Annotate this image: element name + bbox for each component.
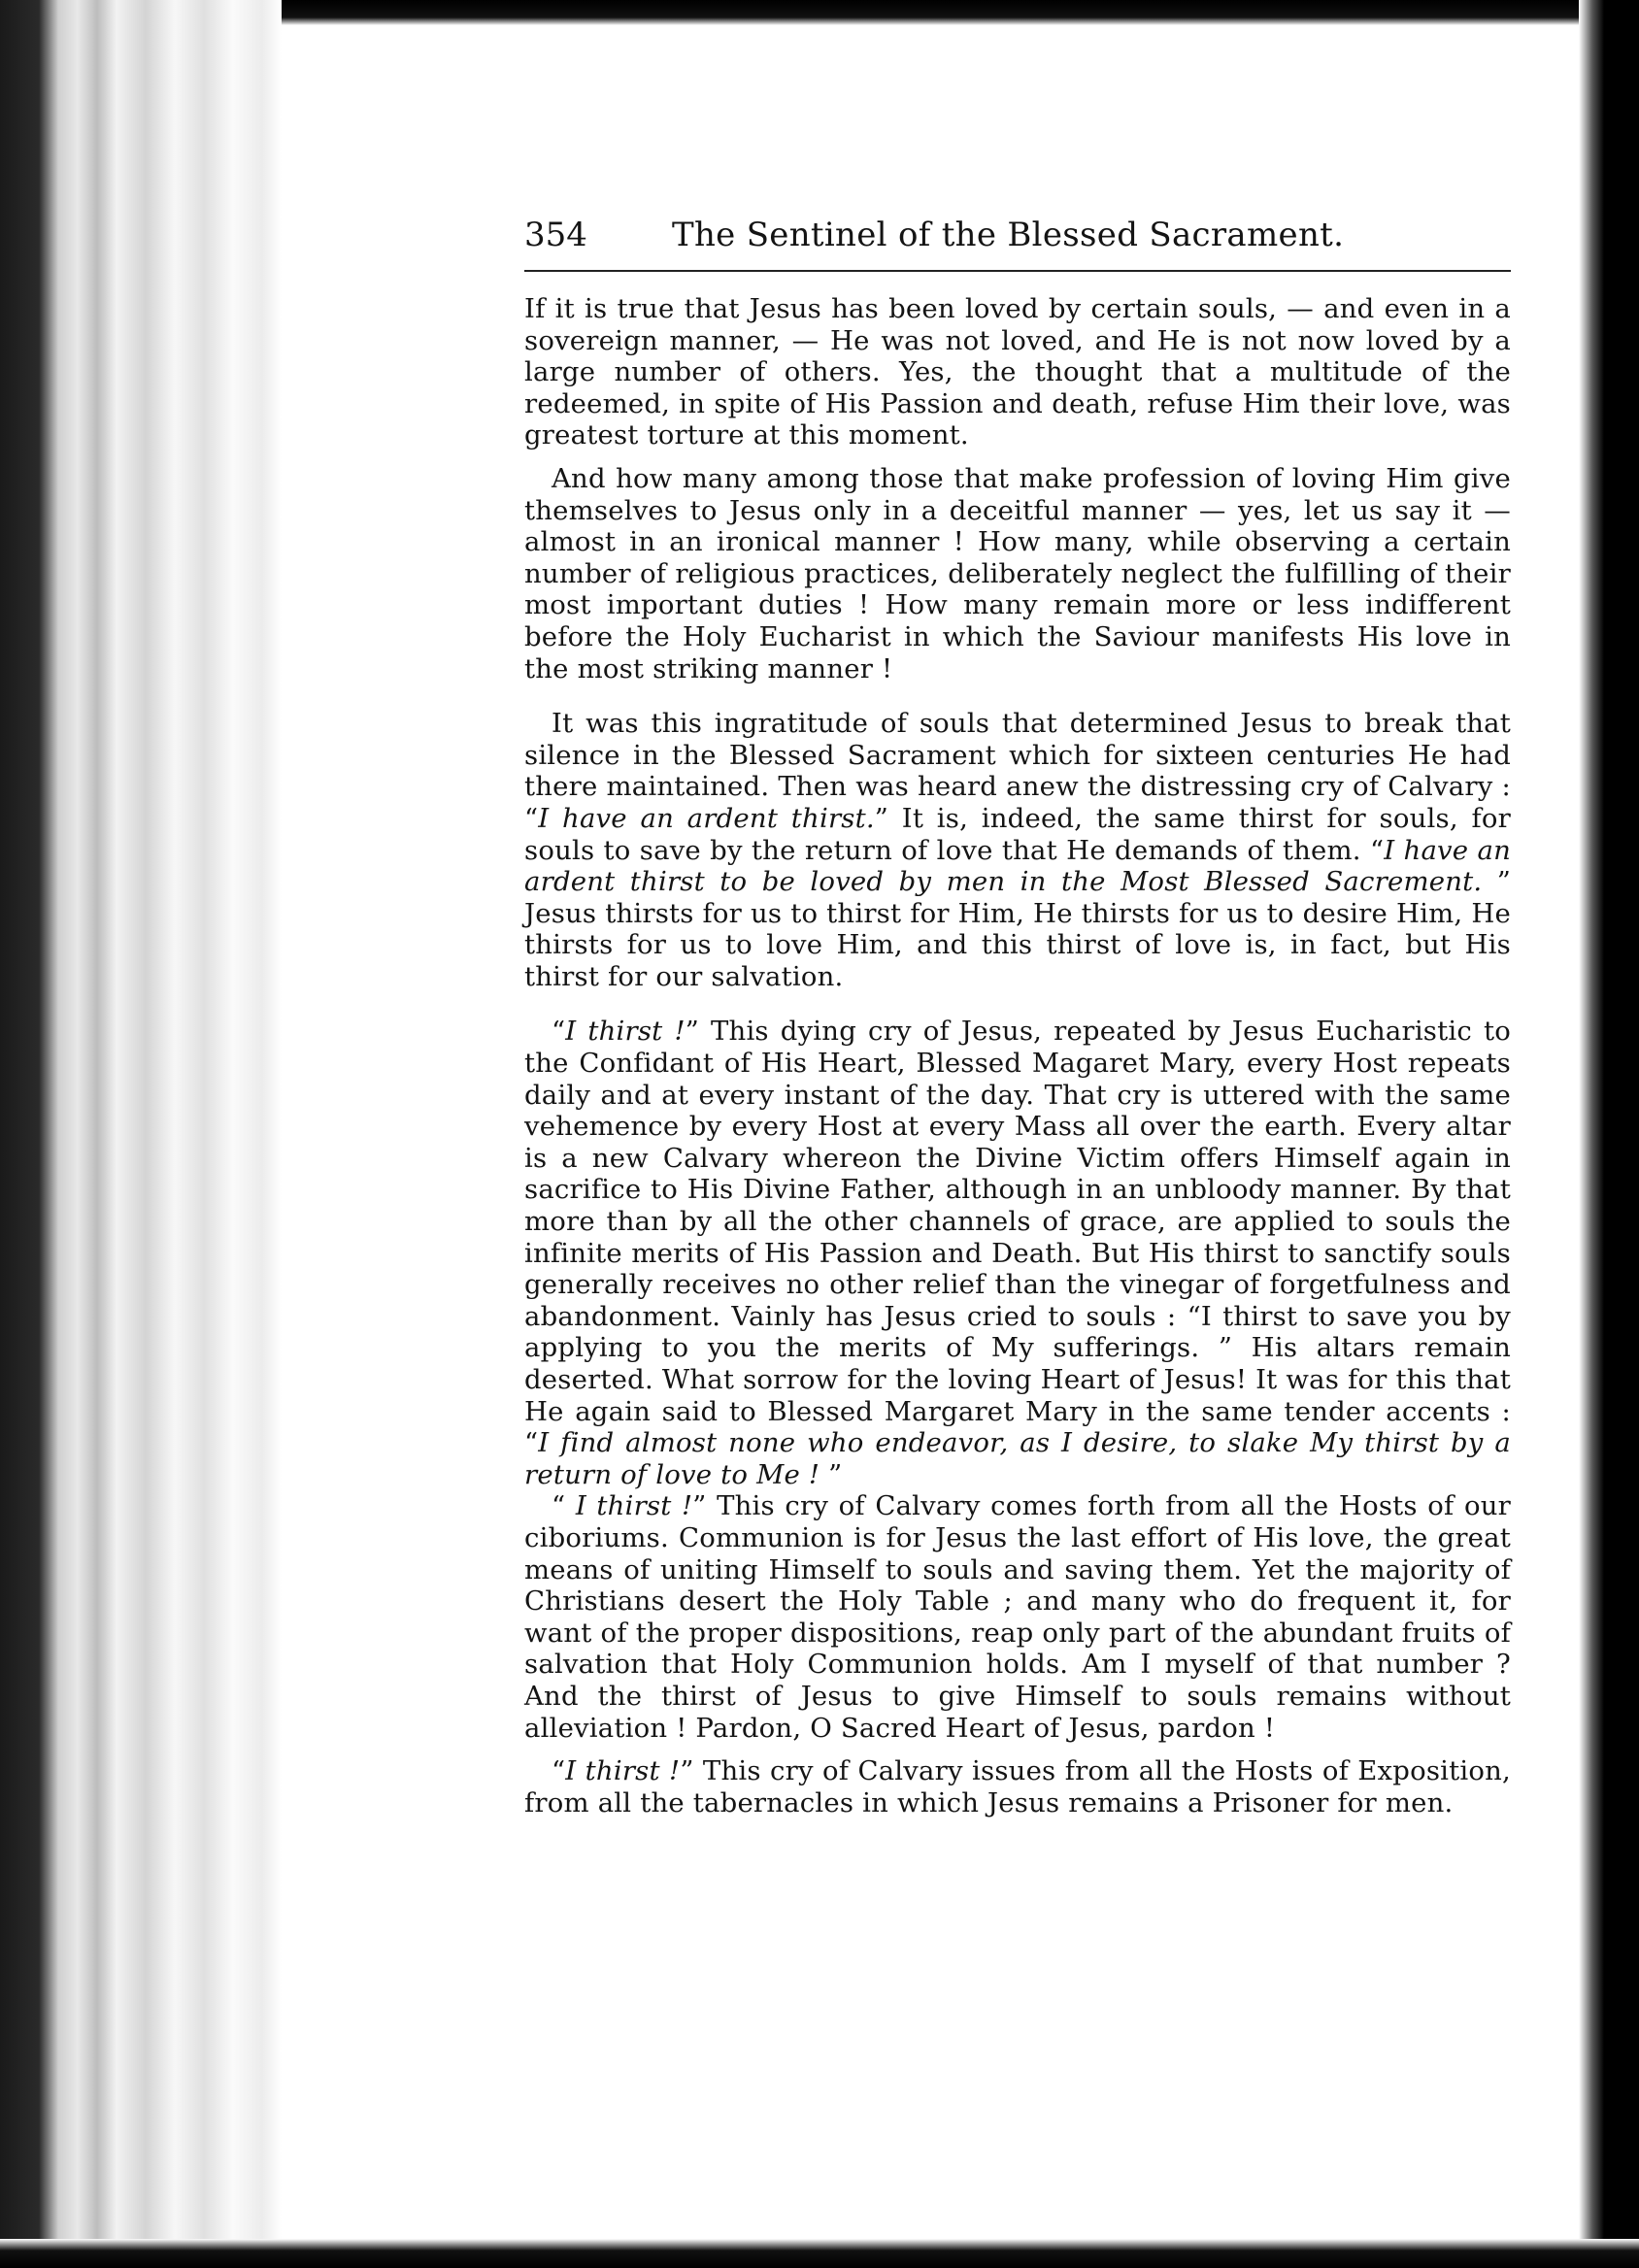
text-run: “: [552, 1016, 566, 1048]
text-run: “: [552, 1490, 576, 1522]
paragraph: [524, 1755, 1511, 1818]
text-run: ” This cry of Calvary issues from all the Hosts of Exposition, from all the tabernacles in which Jesus remains a Prisoner for men.: [524, 1755, 1511, 1818]
text-run: And how many among those that make profession of loving Him give themselves to Jesus only in a deceitful manner — yes, let us say it — almost in an ironical manner ! How many, while observing a certain number of religious practices, deliberately neglect the fulfilling of their most important duties ! How many remain more or less indifferent before the Holy Eucharist in which the Saviour manifests His love in the most striking manner !: [524, 462, 1511, 684]
body-text: [524, 293, 1511, 1818]
text-run: “: [552, 1755, 566, 1787]
running-title: The Sentinel of the Blessed Sacrament.: [672, 216, 1345, 254]
italic-run: I thirst !: [565, 1016, 686, 1048]
text-run: If it is true that Jesus has been loved by certain souls, — and even in a sovereign manner, — He was not loved, and He is not now loved by a large number of others. Yes, the thought that a multitude of the redeemed, in spite of His Passion and death, refuse Him their love, was greatest torture at this moment.: [524, 293, 1511, 451]
italic-run: I thirst !: [575, 1490, 693, 1522]
text-run: ” This cry of Calvary comes forth from all the Hosts of our ciboriums. Communion is for Jesus the last effort of His love, the great means of uniting Himself to souls and saving them. Yet the majority of Christians desert the Holy Table ; and many who do frequent it, for want of the proper dispositions, reap only part of the abundant fruits of salvation that Holy Communion holds. Am I myself of that number ? And the thirst of Jesus to give Himself to souls remains without alleviation ! Pardon, O Sacred Heart of Jesus, pardon !: [524, 1490, 1511, 1744]
paragraph: [524, 708, 1511, 992]
paragraph: [524, 1016, 1511, 1490]
text-run: It was this ingratitude of souls that determined Jesus to break that silence in the Blessed Sacrament which for sixteen centuries He had there maintained. Then was heard anew the distressing cry of Calvary : “: [524, 708, 1511, 834]
book-page: [524, 214, 1511, 1818]
book-right-edge: [1579, 0, 1639, 2268]
italic-run: I thirst !: [565, 1755, 681, 1787]
italic-run: I have an ardent thirst to be loved by men in the Most Blessed Sacrement.: [524, 834, 1511, 898]
book-bottom-edge: [0, 2239, 1639, 2268]
italic-run: I find almost none who endeavor, as I desire, to slake My thirst by a return of love to Me !: [524, 1427, 1511, 1490]
italic-run: I have an ardent thirst.: [538, 802, 875, 834]
running-head: [524, 214, 1511, 272]
paragraph: [524, 1490, 1511, 1744]
paragraph: [524, 463, 1511, 684]
page-number: 354: [524, 216, 587, 254]
text-run: ”: [820, 1458, 843, 1490]
text-run: ” It is, indeed, the same thirst for souls, for souls to save by the return of love that He demands of them. “: [524, 802, 1511, 866]
book-page-edges: [0, 0, 282, 2268]
paragraph: [524, 293, 1511, 451]
text-run: ” Jesus thirsts for us to thirst for Him, He thirsts for us to desire Him, He thirsts for us to love Him, and this thirst of love is, in fact, but His thirst for our salvation.: [524, 866, 1511, 992]
text-run: ” This dying cry of Jesus, repeated by Jesus Eucharistic to the Confidant of His Heart, Blessed Magaret Mary, every Host repeats daily and at every instant of the day. That cry is uttered with the same vehemence by every Host at every Mass all over the earth. Every altar is a new Calvary whereon the Divine Victim offers Himself again in sacrifice to His Divine Father, although in an unbloody manner. By that more than by all the other channels of grace, are applied to souls the infinite merits of His Passion and Death. But His thirst to sanctify souls generally receives no other relief than the vinegar of forgetfulness and abandonment. Vainly has Jesus cried to souls : “I thirst to save you by applying to you the merits of My sufferings. ” His altars remain deserted. What sorrow for the loving Heart of Jesus! It was for this that He again said to Blessed Margaret Mary in the same tender accents : “: [524, 1016, 1512, 1459]
